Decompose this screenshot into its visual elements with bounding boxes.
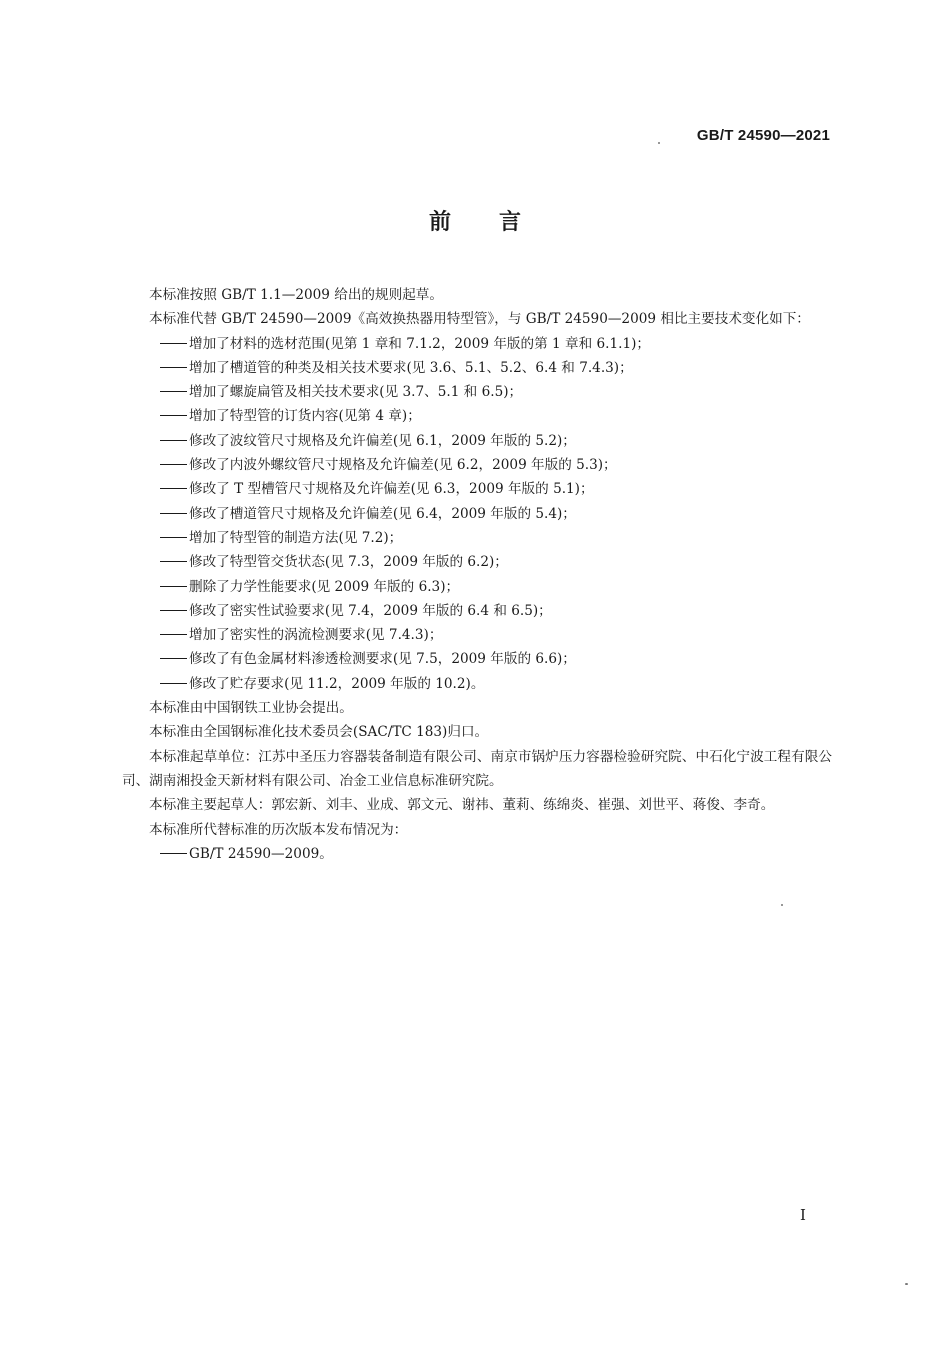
dash-mark	[160, 343, 187, 344]
centralized-by-paragraph: 本标准由全国钢标准化技术委员会(SAC/TC 183)归口。	[149, 724, 489, 741]
dash-mark	[160, 683, 187, 684]
dash-mark	[160, 537, 187, 538]
drafting-rule-paragraph: 本标准按照 GB/T 1.1—2009 给出的规则起草。	[149, 287, 443, 303]
dash-mark	[160, 658, 187, 659]
list-item: 修改了有色金属材料渗透检测要求(见 7.5，2009 年版的 6.6)；	[122, 647, 832, 671]
scan-speck	[658, 142, 660, 144]
dash-mark	[160, 586, 187, 587]
dash-mark	[160, 464, 187, 465]
scan-speck	[905, 1283, 908, 1285]
dash-mark	[160, 391, 187, 392]
list-item: 修改了内波外螺纹管尺寸规格及允许偏差(见 6.2，2009 年版的 5.3)；	[122, 453, 832, 477]
dash-mark	[160, 610, 187, 611]
dash-mark	[160, 367, 187, 368]
standard-number: GB/T 24590—2021	[696, 127, 830, 144]
dash-mark	[160, 415, 187, 416]
list-item: 删除了力学性能要求(见 2009 年版的 6.3)；	[122, 575, 832, 599]
drafters-paragraph: 本标准主要起草人：郭宏新、刘丰、业成、郭文元、谢祎、董莉、练绵炎、崔强、刘世平、蒋俊、李奇。	[149, 797, 775, 814]
dash-mark	[160, 561, 187, 562]
list-item: 修改了槽道管尺寸规格及允许偏差(见 6.4，2009 年版的 5.4)；	[122, 502, 832, 526]
history-list-item: GB/T 24590—2009。	[122, 842, 832, 866]
proposed-by-paragraph: 本标准由中国钢铁工业协会提出。	[149, 700, 353, 717]
list-item: 增加了密实性的涡流检测要求(见 7.4.3)；	[122, 623, 832, 647]
page-number: I	[800, 1206, 806, 1224]
dash-mark	[160, 513, 187, 514]
dash-mark	[160, 634, 187, 635]
drafting-units-paragraph: 本标准起草单位：江苏中圣压力容器装备制造有限公司、南京市锅炉压力容器检验研究院、中石化宁波工程有限公司、湖南湘投金天新材料有限公司、冶金工业信息标准研究院。	[122, 748, 832, 789]
dash-mark	[160, 488, 187, 489]
dash-mark	[160, 853, 187, 854]
list-item: 修改了特型管交货状态(见 7.3，2009 年版的 6.2)；	[122, 550, 832, 574]
history-intro-paragraph: 本标准所代替标准的历次版本发布情况为：	[149, 821, 408, 838]
list-item: 增加了特型管的订货内容(见第 4 章)；	[122, 404, 832, 428]
dash-mark	[160, 440, 187, 441]
list-item: 增加了特型管的制造方法(见 7.2)；	[122, 526, 832, 550]
scan-speck	[781, 904, 783, 906]
list-item: 增加了螺旋扁管及相关技术要求(见 3.7、5.1 和 6.5)；	[122, 380, 832, 404]
list-item: 增加了材料的选材范围(见第 1 章和 7.1.2，2009 年版的第 1 章和 6.1.1)；	[122, 332, 832, 356]
changes-list	[122, 332, 832, 696]
page-title: 前言	[428, 210, 569, 235]
list-item: 修改了 T 型槽管尺寸规格及允许偏差(见 6.3，2009 年版的 5.1)；	[122, 477, 832, 501]
replacement-paragraph: 本标准代替 GB/T 24590—2009《高效换热器用特型管》，与 GB/T 24590—2009 相比主要技术变化如下：	[149, 311, 810, 328]
list-item: 增加了槽道管的种类及相关技术要求(见 3.6、5.1、5.2、6.4 和 7.4.3)；	[122, 356, 832, 380]
list-item: 修改了波纹管尺寸规格及允许偏差(见 6.1，2009 年版的 5.2)；	[122, 429, 832, 453]
list-item: 修改了密实性试验要求(见 7.4，2009 年版的 6.4 和 6.5)；	[122, 599, 832, 623]
list-item: 修改了贮存要求(见 11.2，2009 年版的 10.2)。	[122, 672, 832, 696]
document-body	[122, 283, 832, 866]
